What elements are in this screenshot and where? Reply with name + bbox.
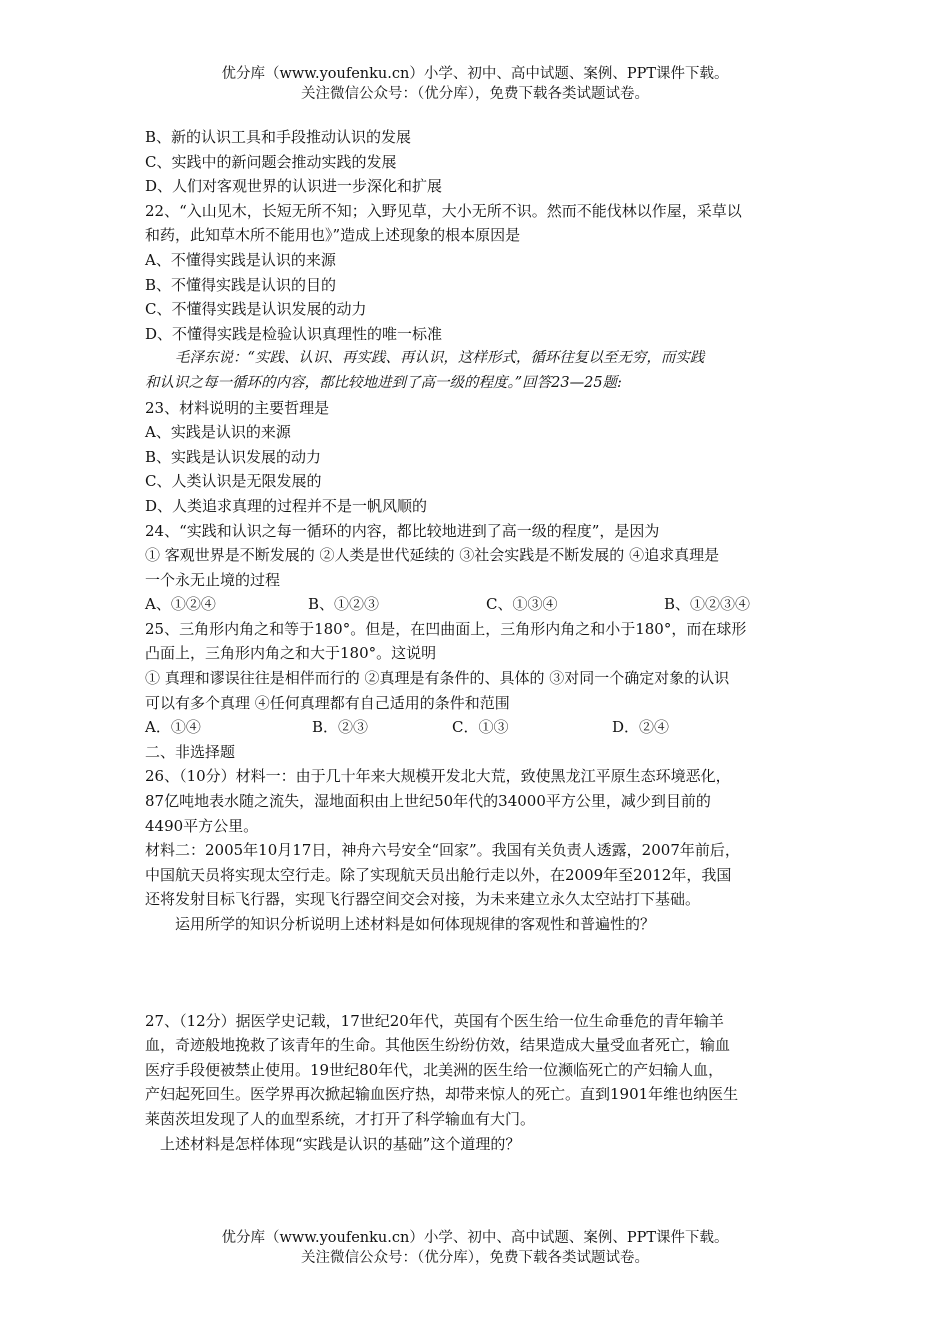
q21-option-d: D、人们对客观世界的认识进一步深化和扩展: [145, 177, 443, 196]
q26-line-6: 还将发射目标飞行器，实现飞行器空间交会对接，为未来建立永久太空站打下基础。: [145, 890, 701, 909]
q22-option-a: A、不懂得实践是认识的来源: [145, 250, 336, 269]
q27-line-2: 血，奇迹般地挽救了该青年的生命。其他医生纷纷仿效，结果造成大量受血者死亡，输血: [145, 1036, 731, 1055]
q25-items-line-2: 可以有多个真理 ④任何真理都有自己适用的条件和范围: [145, 693, 510, 712]
q25-stem-line-2: 凸面上，三角形内角之和大于180°。这说明: [145, 644, 437, 663]
q23-option-c: C、人类认识是无限发展的: [145, 472, 322, 491]
q26-line-1: 26、（10分）材料一：由于几十年来大规模开发北大荒，致使黑龙江平原生态环境恶化，: [145, 767, 731, 786]
q26-line-3: 4490平方公里。: [145, 816, 259, 835]
section-heading: 二、非选择题: [145, 742, 236, 761]
q26-line-5: 中国航天员将实现太空行走。除了实现航天员出舱行走以外，在2009年至2012年，我国: [145, 865, 732, 884]
q24-options: [145, 592, 810, 617]
q21-option-b: B、新的认识工具和手段推动认识的发展: [145, 128, 412, 146]
q24-option-c: C、①③④: [486, 595, 558, 614]
mao-quote-line-1: 毛泽东说：“实践、认识、再实践、再认识，这样形式，循环往复以至无穷，而实践: [175, 350, 705, 367]
q27-line-3: 医疗手段便被禁止使用。19世纪80年代，北美洲的医生给一位濒临死亡的产妇输人血，: [145, 1060, 724, 1079]
q25-stem-line-1: 25、三角形内角之和等于180°。但是，在凹曲面上，三角形内角之和小于180°，而在球形: [145, 619, 747, 638]
answer-space: [145, 937, 810, 1009]
q25-items-line-1: ① 真理和谬误往往是相伴而行的 ②真理是有条件的、具体的 ③对同一个确定对象的认识: [145, 669, 730, 688]
q24-stem: 24、“实践和认识之每一循环的内容，都比较地进到了高一级的程度”，是因为: [145, 521, 660, 540]
q22-stem-line-2: 和药，此知草木所不能用也》”造成上述现象的根本原因是: [145, 226, 521, 245]
q23-option-d: D、人类追求真理的过程并不是一帆风顺的: [145, 496, 428, 515]
q24-option-b: B、①②③: [308, 595, 380, 614]
q23-option-b: B、实践是认识发展的动力: [145, 447, 322, 466]
q27-question: 上述材料是怎样体现“实践是认识的基础”这个道理的？: [160, 1134, 521, 1153]
q22-stem-line-1: 22、“入山见木，长短无所不知；入野见草，大小无所不识。然而不能伐林以作屋，采草以: [145, 201, 742, 220]
q27-line-5: 莱茵茨坦发现了人的血型系统，才打开了科学输血有大门。: [145, 1109, 536, 1128]
q24-option-d: B、①②③④: [664, 595, 751, 614]
q25-option-c: C．①③: [452, 718, 509, 737]
q25-option-b: B．②③: [312, 718, 369, 737]
q25-options: [145, 715, 810, 740]
footer-line-2: 关注微信公众号：（优分库），免费下载各类试题试卷。: [301, 1250, 649, 1266]
q24-items-line-1: ① 客观世界是不断发展的 ②人类是世代延续的 ③社会实践是不断发展的 ④追求真理是: [145, 546, 720, 565]
q22-option-d: D、不懂得实践是检验认识真理性的唯一标准: [145, 324, 443, 343]
header-line-1: 优分库（www.youfenku.cn）小学、初中、高中试题、案例、PPT课件下载。: [221, 66, 729, 82]
q23-stem: 23、材料说明的主要哲理是: [145, 398, 330, 417]
q26-line-2: 87亿吨地表水随之流失，湿地面积由上世纪50年代的34000平方公里，减少到目前的: [145, 792, 711, 811]
page-footer: [0, 1228, 950, 1268]
q23-option-a: A、实践是认识的来源: [145, 423, 291, 442]
q22-option-b: B、不懂得实践是认识的目的: [145, 275, 337, 294]
page-header: [0, 64, 950, 104]
q25-option-d: D．②④: [612, 718, 670, 737]
q24-option-a: A、①②④: [145, 595, 216, 614]
q25-option-a: A．①④: [145, 718, 201, 737]
q21-option-c: C、实践中的新问题会推动实践的发展: [145, 152, 397, 171]
q26-line-4: 材料二：2005年10月17日，神舟六号安全“回家”。我国有关负责人透露，2007年前后，: [145, 841, 740, 860]
q26-question: 运用所学的知识分析说明上述材料是如何体现规律的客观性和普遍性的？: [175, 915, 656, 933]
header-line-2: 关注微信公众号：（优分库），免费下载各类试题试卷。: [301, 86, 649, 102]
mao-quote-line-2: 和认识之每一循环的内容，都比较地进到了高一级的程度。”回答23—25题:: [145, 374, 622, 391]
q27-line-1: 27、（12分）据医学史记载，17世纪20年代，英国有个医生给一位生命垂危的青年输羊: [145, 1011, 724, 1030]
document-body: [145, 125, 810, 1156]
q24-items-line-2: 一个永无止境的过程: [145, 570, 281, 589]
q22-option-c: C、不懂得实践是认识发展的动力: [145, 300, 367, 319]
q27-line-4: 产妇起死回生。医学界再次掀起输血医疗热，却带来惊人的死亡。直到1901年维也纳医生: [145, 1085, 739, 1104]
footer-line-1: 优分库（www.youfenku.cn）小学、初中、高中试题、案例、PPT课件下载。: [221, 1230, 729, 1246]
